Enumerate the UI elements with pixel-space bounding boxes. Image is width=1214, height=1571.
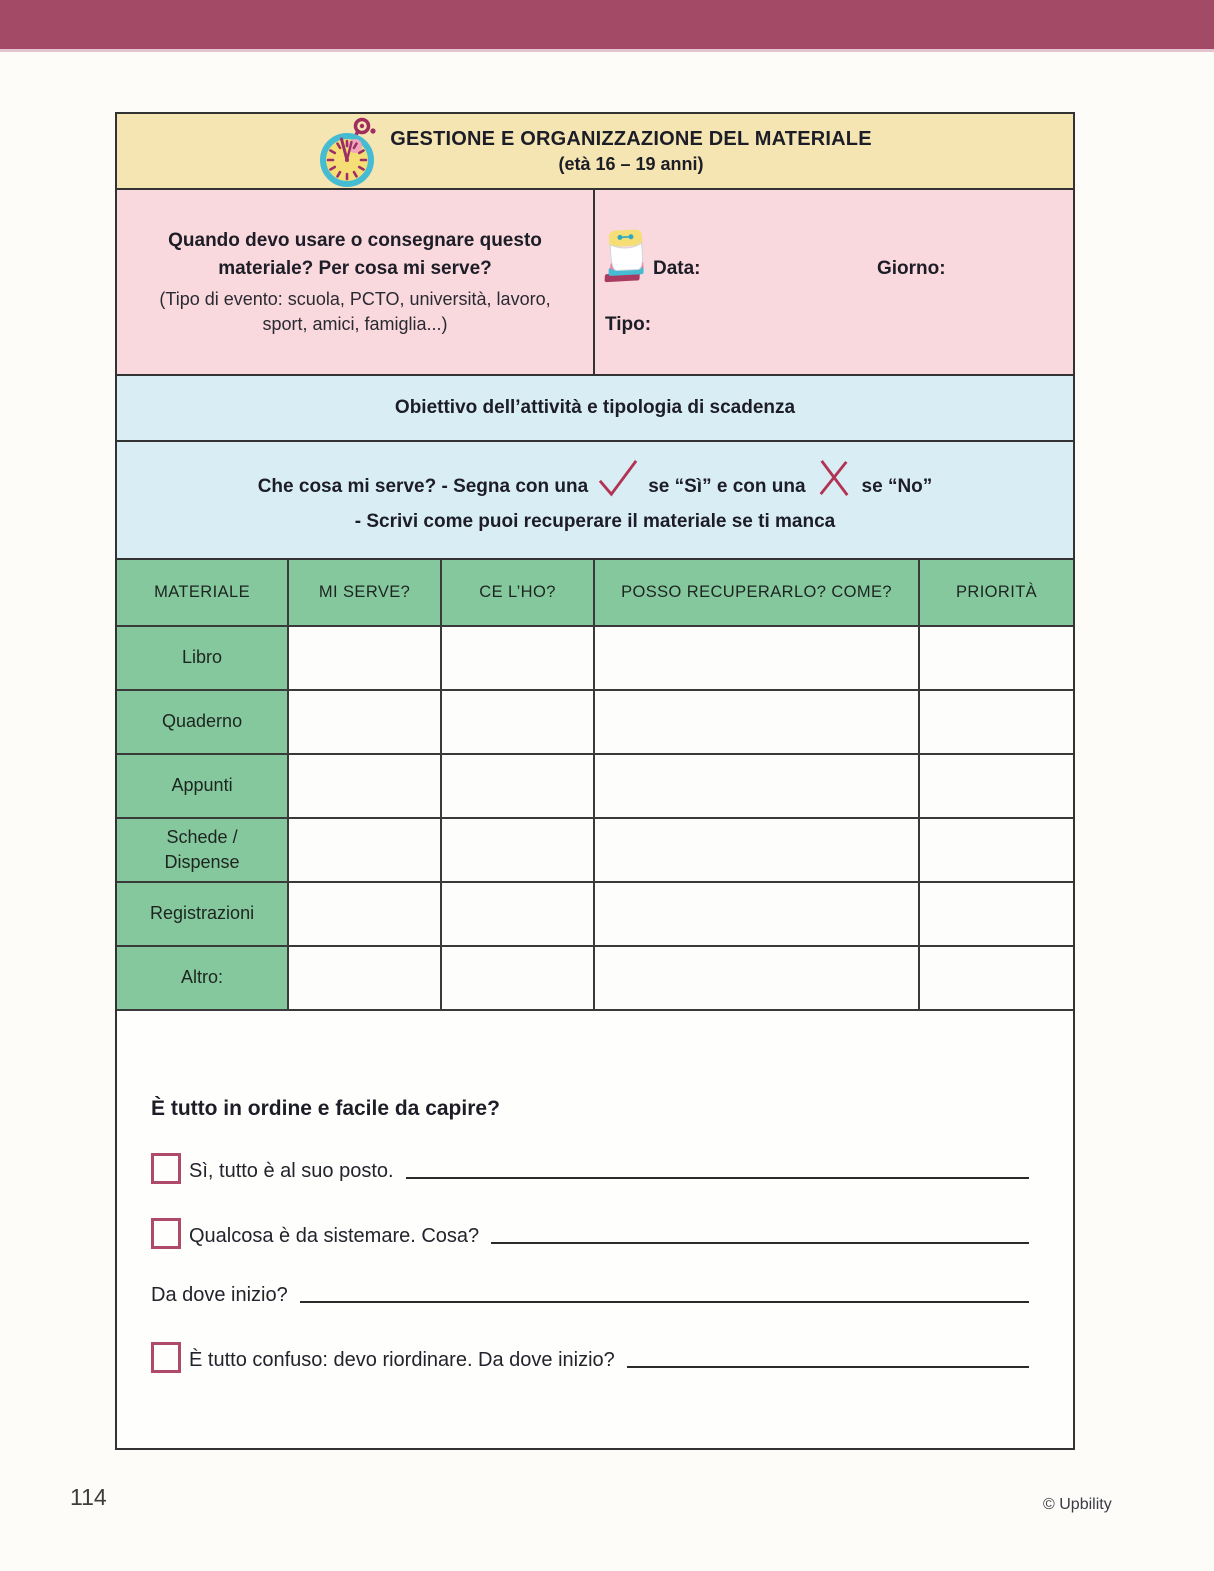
row-label-altro: Altro: [117,946,288,1010]
table-cell[interactable] [441,946,594,1010]
table-cell[interactable] [441,818,594,882]
answer-line[interactable] [491,1242,1029,1244]
copyright-notice: © Upbility [1043,1496,1112,1513]
checklist-item-label: Sì, tutto è al suo posto. [189,1160,394,1182]
materials-table [117,560,1073,1011]
page-number: 114 [70,1484,107,1510]
table-cell[interactable] [919,946,1073,1010]
table-cell[interactable] [594,818,919,882]
when-question: Quando devo usare o consegnare questo materiale? Per cosa mi serve? [168,229,542,280]
instructions-section [117,442,1073,560]
table-row [117,882,1073,946]
date-label: Data: [653,258,701,279]
type-label: Tipo: [605,314,652,335]
table-header-row [117,560,1073,626]
stopwatch-icon [318,116,380,188]
col-header-priorita: PRIORITÀ [919,560,1073,626]
title-header [117,114,1073,190]
table-cell[interactable] [594,626,919,690]
table-cell[interactable] [594,946,919,1010]
order-checklist-section [117,1011,1073,1448]
table-cell[interactable] [594,690,919,754]
day-label: Giorno: [877,258,946,279]
objective-bar: Obiettivo dell’attività e tipologia di scadenza [117,376,1073,442]
date-block [595,190,1073,374]
checkbox-tutto-al-posto[interactable] [151,1153,181,1184]
when-section [117,190,1073,376]
checkbox-da-sistemare[interactable] [151,1218,181,1249]
calendar-icon [604,226,650,288]
when-question-block [117,190,595,374]
checklist-item [151,1283,1029,1308]
table-cell[interactable] [288,690,441,754]
checklist-item [151,1218,1029,1249]
check-icon [597,458,639,498]
col-header-materiale: MATERIALE [117,560,288,626]
checklist-item-label: È tutto confuso: devo riordinare. Da dove inizio? [189,1349,615,1371]
page-title: GESTIONE E ORGANIZZAZIONE DEL MATERIALE [390,127,872,150]
table-row [117,818,1073,882]
checkbox-tutto-confuso[interactable] [151,1342,181,1373]
instructions-part3: se “No” [861,476,933,497]
checklist-item-label: Qualcosa è da sistemare. Cosa? [189,1225,480,1247]
table-cell[interactable] [441,626,594,690]
page-subtitle: (età 16 – 19 anni) [558,153,704,174]
top-color-bar [0,0,1214,52]
table-cell[interactable] [441,882,594,946]
row-label-quaderno: Quaderno [117,690,288,754]
table-cell[interactable] [288,946,441,1010]
instructions-line2: - Scrivi come puoi recuperare il materiale se ti manca [354,511,836,532]
col-header-recuperarlo: POSSO RECUPERARLO? COME? [594,560,919,626]
row-label-appunti: Appunti [117,754,288,818]
table-cell[interactable] [441,754,594,818]
table-cell[interactable] [919,882,1073,946]
table-cell[interactable] [919,626,1073,690]
table-cell[interactable] [594,882,919,946]
checklist-heading: È tutto in ordine e facile da capire? [151,1097,500,1120]
table-cell[interactable] [919,690,1073,754]
instructions-part2: se “Sì” e con una [648,476,806,497]
table-cell[interactable] [288,818,441,882]
table-cell[interactable] [288,882,441,946]
table-cell[interactable] [594,754,919,818]
worksheet-sheet [115,112,1075,1450]
table-row [117,626,1073,690]
x-icon [815,458,853,498]
checklist-item-label: Da dove inizio? [151,1284,288,1306]
answer-line[interactable] [627,1366,1029,1368]
table-row [117,754,1073,818]
col-header-mi-serve: MI SERVE? [288,560,441,626]
table-row [117,946,1073,1010]
row-label-libro: Libro [117,626,288,690]
table-cell[interactable] [288,754,441,818]
row-label-registrazioni: Registrazioni [117,882,288,946]
table-cell[interactable] [919,754,1073,818]
answer-line[interactable] [406,1177,1029,1179]
col-header-ce-lho: CE L’HO? [441,560,594,626]
checklist-item [151,1153,1029,1184]
answer-line[interactable] [300,1301,1029,1303]
row-label-schede-dispense: Schede / Dispense [117,818,288,882]
table-cell[interactable] [441,690,594,754]
table-cell[interactable] [288,626,441,690]
checklist-item [151,1342,1029,1373]
table-cell[interactable] [919,818,1073,882]
instructions-part1: Che cosa mi serve? - Segna con una [257,476,589,497]
when-note: (Tipo di evento: scuola, PCTO, università, lavoro, sport, amici, famiglia...) [159,288,551,334]
table-row [117,690,1073,754]
